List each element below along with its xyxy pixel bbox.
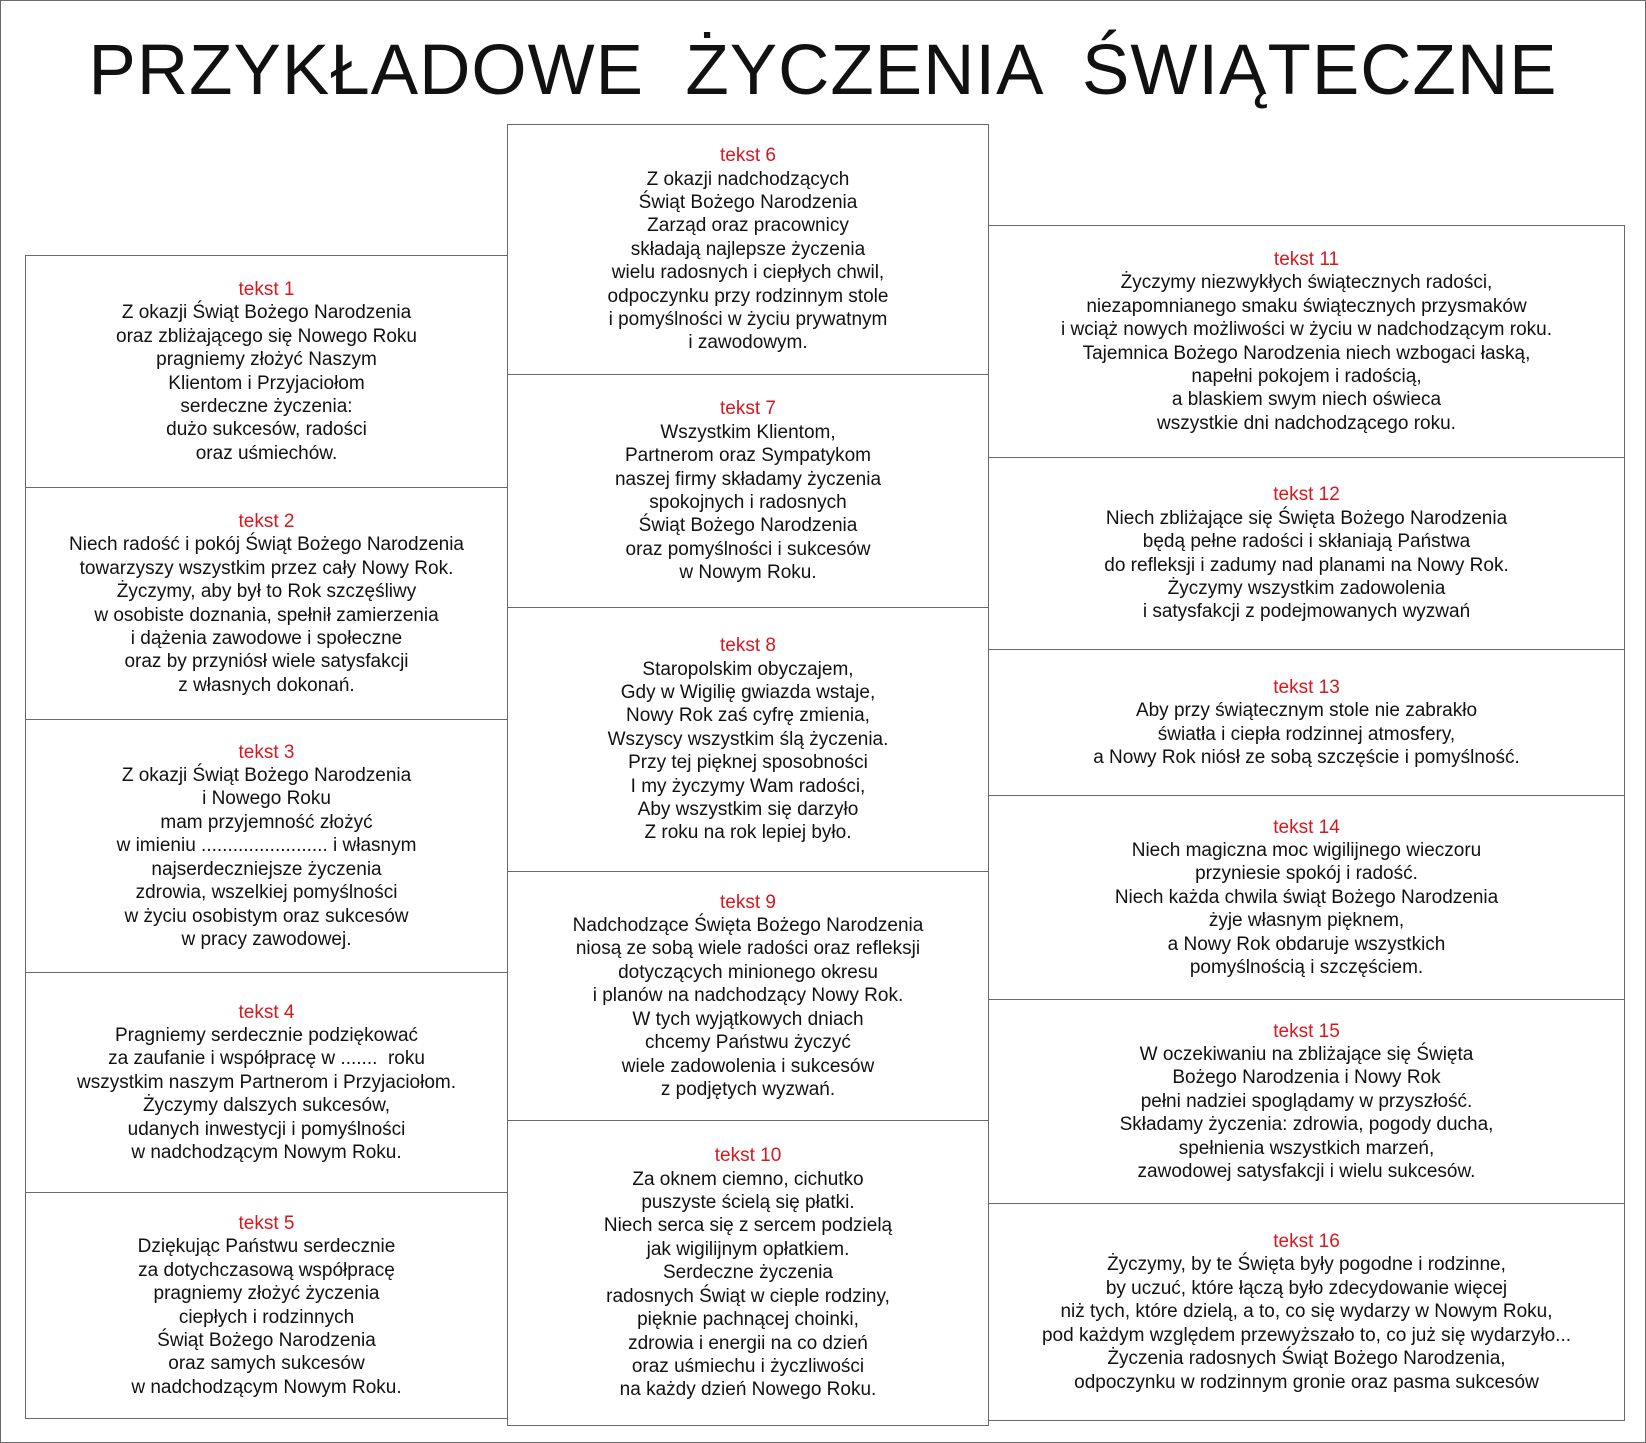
greeting-line: i Nowego Roku xyxy=(202,788,331,810)
greeting-line: pełni nadziei spoglądamy w przyszłość. xyxy=(1140,1090,1473,1112)
greeting-line: Świąt Bożego Narodzenia xyxy=(638,191,858,213)
greeting-label: tekst 5 xyxy=(238,1212,295,1234)
column-middle xyxy=(507,124,989,1426)
greeting-line: Z okazji Świąt Bożego Narodzenia xyxy=(121,302,412,324)
greeting-label: tekst 4 xyxy=(238,1001,295,1023)
greeting-box xyxy=(988,225,1625,458)
greeting-line: napełni pokojem i radością, xyxy=(1191,365,1422,387)
greeting-box xyxy=(988,999,1625,1204)
greeting-line: Z okazji Świąt Bożego Narodzenia xyxy=(121,765,412,787)
greeting-label: tekst 2 xyxy=(238,510,295,532)
greeting-line: jak wigilijnym opłatkiem. xyxy=(646,1238,850,1260)
greeting-line: będą pełne radości i skłaniają Państwa xyxy=(1142,531,1471,553)
greeting-line: wszystkie dni nadchodzącego roku. xyxy=(1157,412,1456,434)
greeting-line: Życzymy wszystkim zadowolenia xyxy=(1167,577,1446,599)
greeting-line: pragniemy złożyć Naszym xyxy=(156,349,377,371)
greeting-line: na każdy dzień Nowego Roku. xyxy=(619,1379,877,1401)
greeting-line: składają najlepsze życzenia xyxy=(630,238,866,260)
greeting-text xyxy=(117,764,417,951)
greeting-line: za dotychczasową współpracę xyxy=(138,1259,395,1281)
greeting-line: zdrowia i energii na co dzień xyxy=(628,1332,868,1354)
greeting-line: a Nowy Rok obdaruje wszystkich xyxy=(1167,933,1446,955)
greeting-line: z własnych dokonań. xyxy=(178,674,355,696)
greeting-line: spokojnych i radosnych xyxy=(649,492,847,513)
greeting-text xyxy=(1042,1253,1571,1393)
greeting-box xyxy=(507,607,989,872)
greeting-line: pięknie pachnącej choinki, xyxy=(637,1309,859,1331)
greeting-line: Nowy Rok zaś cyfrę zmienia, xyxy=(626,705,870,727)
column-left xyxy=(25,255,508,1419)
greeting-line: Życzenia radosnych Świąt Bożego Narodzenia, xyxy=(1107,1348,1506,1370)
greeting-line: za zaufanie i współpracę w ....... roku xyxy=(108,1048,425,1070)
greeting-line: oraz pomyślności i sukcesów xyxy=(625,538,871,560)
greeting-line: niż tych, które dzielą, a to, co się wydarzy w Nowym Roku, xyxy=(1060,1301,1553,1323)
greeting-line: odpoczynku w rodzinnym gronie oraz pasma sukcesów xyxy=(1074,1371,1539,1393)
greeting-line: dużo sukcesów, radości xyxy=(166,419,367,441)
greeting-line: Wszyscy wszystkim ślą życzenia. xyxy=(607,728,889,750)
greeting-line: niosą ze sobą wiele radości oraz refleksji xyxy=(575,938,921,960)
greeting-box xyxy=(507,871,989,1121)
greeting-line: I my życzymy Wam radości, xyxy=(630,775,866,797)
greeting-line: Bożego Narodzenia i Nowy Rok xyxy=(1172,1067,1441,1089)
greeting-line: wszystkim naszym Partnerom i Przyjaciołom. xyxy=(76,1071,457,1093)
greeting-line: Życzymy niezwykłych świątecznych radości, xyxy=(1120,272,1493,294)
greeting-line: najserdeczniejsze życzenia xyxy=(151,858,382,880)
greeting-line: ciepłych i rodzinnych xyxy=(178,1306,355,1328)
greeting-line: Niech radość i pokój Świąt Bożego Narodzenia xyxy=(69,534,464,556)
greeting-line: W oczekiwaniu na zbliżające się Święta xyxy=(1139,1043,1474,1065)
greeting-label: tekst 15 xyxy=(1273,1020,1340,1042)
greeting-label: tekst 8 xyxy=(720,635,776,657)
greeting-line: Wszystkim Klientom, xyxy=(660,421,836,443)
greeting-line: Nadchodzące Święta Bożego Narodzenia xyxy=(572,915,924,937)
greeting-text xyxy=(1061,271,1552,435)
greeting-box xyxy=(988,457,1625,650)
greeting-line: Składamy życzenia: zdrowia, pogody ducha, xyxy=(1119,1114,1494,1136)
greeting-line: Życzymy dalszych sukcesów, xyxy=(142,1095,391,1117)
greeting-line: i zawodowym. xyxy=(688,332,808,354)
greeting-box xyxy=(507,1120,989,1426)
greeting-label: tekst 13 xyxy=(1273,676,1340,698)
greeting-line: Tajemnica Bożego Narodzenia niech wzbogaci łaską, xyxy=(1082,342,1531,364)
greeting-box xyxy=(25,719,508,973)
greeting-line: spełnienia wszystkich marzeń, xyxy=(1178,1137,1435,1159)
greeting-line: udanych inwestycji i pomyślności xyxy=(127,1118,406,1140)
greeting-line: zawodowej satysfakcji i wielu sukcesów. xyxy=(1137,1161,1476,1183)
greeting-label: tekst 3 xyxy=(238,741,295,763)
greeting-line: Niech zbliżające się Święta Bożego Narodzenia xyxy=(1105,507,1508,529)
greeting-line: chcemy Państwu życzyć xyxy=(645,1032,851,1054)
greeting-line: Niech serca się z sercem podzielą xyxy=(603,1215,893,1237)
column-right xyxy=(988,225,1625,1421)
greeting-line: w nadchodzącym Nowym Roku. xyxy=(131,1142,402,1164)
greeting-text xyxy=(608,658,889,845)
greeting-text xyxy=(573,914,924,1101)
greeting-line: pomyślnością i szczęściem. xyxy=(1189,957,1424,979)
greeting-line: a Nowy Rok niósł ze sobą szczęście i pomyślność. xyxy=(1093,746,1520,768)
greeting-line: towarzyszy wszystkim przez cały Nowy Rok. xyxy=(79,557,454,579)
greeting-line: wiele zadowolenia i sukcesów xyxy=(621,1055,875,1077)
greeting-box xyxy=(988,795,1625,1000)
greeting-label: tekst 14 xyxy=(1273,816,1340,838)
greeting-box xyxy=(507,374,989,608)
greeting-label: tekst 11 xyxy=(1273,248,1340,270)
greeting-line: odpoczynku przy rodzinnym stole xyxy=(607,285,889,307)
greeting-line: serdeczne życzenia: xyxy=(180,395,353,417)
greeting-text xyxy=(1120,1043,1494,1183)
greeting-line: pragniemy złożyć życzenia xyxy=(153,1283,380,1305)
greeting-text xyxy=(1104,507,1508,624)
greeting-text xyxy=(1115,839,1498,979)
greeting-line: Przy tej pięknej sposobności xyxy=(628,752,868,774)
greeting-line: Z roku na rok lepiej było. xyxy=(644,822,852,844)
greeting-line: żyje własnym pięknem, xyxy=(1208,910,1405,932)
greeting-line: z podjętych wyzwań. xyxy=(660,1078,836,1100)
greeting-line: i satysfakcji z podejmowanych wyzwań xyxy=(1142,601,1471,623)
greeting-label: tekst 7 xyxy=(720,398,776,420)
greeting-line: w nadchodzącym Nowym Roku. xyxy=(131,1376,402,1398)
greeting-line: Zarząd oraz pracownicy xyxy=(647,215,849,237)
greeting-line: światła i ciepła rodzinnej atmosfery, xyxy=(1157,723,1456,745)
greeting-line: Świąt Bożego Narodzenia xyxy=(157,1329,376,1351)
greeting-line: Niech każda chwila świąt Bożego Narodzenia xyxy=(1114,886,1499,908)
greeting-line: Dziękując Państwu serdecznie xyxy=(137,1236,396,1258)
greeting-label: tekst 16 xyxy=(1273,1231,1340,1253)
greeting-text xyxy=(604,1168,892,1402)
greeting-text xyxy=(77,1024,456,1164)
greeting-line: oraz uśmiechów. xyxy=(195,442,338,464)
greeting-line: naszej firmy składamy życzenia xyxy=(614,468,882,490)
greeting-text xyxy=(116,301,417,465)
greeting-line: i wciąż nowych możliwości w życiu w nadchodzącym roku. xyxy=(1061,319,1552,341)
greeting-line: oraz zbliżającego się Nowego Roku xyxy=(116,325,417,347)
greeting-line: Życzymy, aby był to Rok szczęśliwy xyxy=(116,581,417,603)
greeting-text xyxy=(608,168,889,355)
greeting-line: w imieniu ........................ i własnym xyxy=(116,835,417,857)
greeting-label: tekst 6 xyxy=(720,145,776,167)
greeting-line: i planów na nadchodzący Nowy Rok. xyxy=(592,985,904,1007)
greeting-line: Pragniemy serdecznie podziękować xyxy=(114,1024,419,1046)
greeting-line: i pomyślności w życiu prywatnym xyxy=(608,309,888,331)
greeting-label: tekst 10 xyxy=(714,1145,782,1167)
greeting-line: puszyste ścielą się płatki. xyxy=(641,1192,855,1214)
greeting-line: Aby przy świątecznym stole nie zabrakło xyxy=(1135,700,1478,722)
greeting-label: tekst 1 xyxy=(238,278,295,300)
greeting-line: Aby wszystkim się darzyło xyxy=(637,799,859,821)
greeting-line: oraz uśmiechu i życzliwości xyxy=(631,1355,865,1377)
greeting-line: przyniesie spokój i radość. xyxy=(1195,863,1418,885)
greeting-line: pod każdym względem przewyższało to, co już się wydarzyło... xyxy=(1041,1324,1572,1346)
greeting-line: Staropolskim obyczajem, xyxy=(642,658,854,680)
greeting-line: Za oknem ciemno, cichutko xyxy=(632,1168,864,1190)
greeting-line: W tych wyjątkowych dniach xyxy=(632,1008,864,1030)
page-title: PRZYKŁADOWE ŻYCZENIA ŚWIĄTECZNE xyxy=(88,31,1558,110)
greeting-line: oraz by przyniósł wiele satysfakcji xyxy=(124,651,409,673)
greeting-line: Niech magiczna moc wigilijnego wieczoru xyxy=(1131,839,1482,861)
greeting-box xyxy=(988,1203,1625,1421)
greeting-text xyxy=(1093,699,1520,769)
greeting-line: Świąt Bożego Narodzenia xyxy=(638,515,858,537)
greeting-label: tekst 12 xyxy=(1273,484,1340,506)
greeting-line: wielu radosnych i ciepłych chwil, xyxy=(611,262,885,284)
greeting-line: Serdeczne życzenia xyxy=(662,1262,834,1284)
greeting-text xyxy=(615,421,881,585)
greeting-line: Życzymy, by te Święta były pogodne i rodzinne, xyxy=(1107,1254,1506,1276)
greeting-line: mam przyjemność złożyć xyxy=(160,811,373,833)
greeting-box xyxy=(988,649,1625,796)
greeting-line: Z okazji nadchodzących xyxy=(646,168,850,190)
greeting-text xyxy=(69,533,464,697)
greeting-line: by uczuć, które łączą było zdecydowanie więcej xyxy=(1105,1277,1508,1299)
greeting-line: Klientom i Przyjaciołom xyxy=(168,372,365,394)
greeting-line: dotyczących minionego okresu xyxy=(618,961,878,983)
greeting-line: Partnerom oraz Sympatykom xyxy=(624,445,872,467)
greeting-box xyxy=(25,255,508,488)
greeting-line: radosnych Świąt w cieple rodziny, xyxy=(606,1285,890,1307)
greeting-line: oraz samych sukcesów xyxy=(168,1353,365,1375)
greeting-box xyxy=(25,487,508,720)
greeting-line: niezapomnianego smaku świątecznych przysmaków xyxy=(1086,295,1527,317)
greeting-line: w Nowym Roku. xyxy=(679,562,817,584)
greeting-line: Gdy w Wigilię gwiazda wstaje, xyxy=(620,681,876,703)
greeting-line: w pracy zawodowej. xyxy=(181,928,352,950)
greeting-text xyxy=(131,1235,401,1399)
greeting-line: do refleksji i zadumy nad planami na Nowy Rok. xyxy=(1104,554,1509,576)
greeting-box xyxy=(25,1192,508,1419)
greeting-line: a blaskiem swym niech oświeca xyxy=(1171,389,1442,411)
greeting-line: w życiu osobistym oraz sukcesów xyxy=(124,905,409,927)
greeting-line: zdrowia, wszelkiej pomyślności xyxy=(135,882,398,904)
greeting-line: w osobiste doznania, spełnił zamierzenia xyxy=(94,604,439,626)
greeting-line: i dążenia zawodowe i społeczne xyxy=(130,627,403,649)
greeting-label: tekst 9 xyxy=(720,891,776,913)
greeting-box xyxy=(507,124,989,375)
greeting-box xyxy=(25,972,508,1193)
